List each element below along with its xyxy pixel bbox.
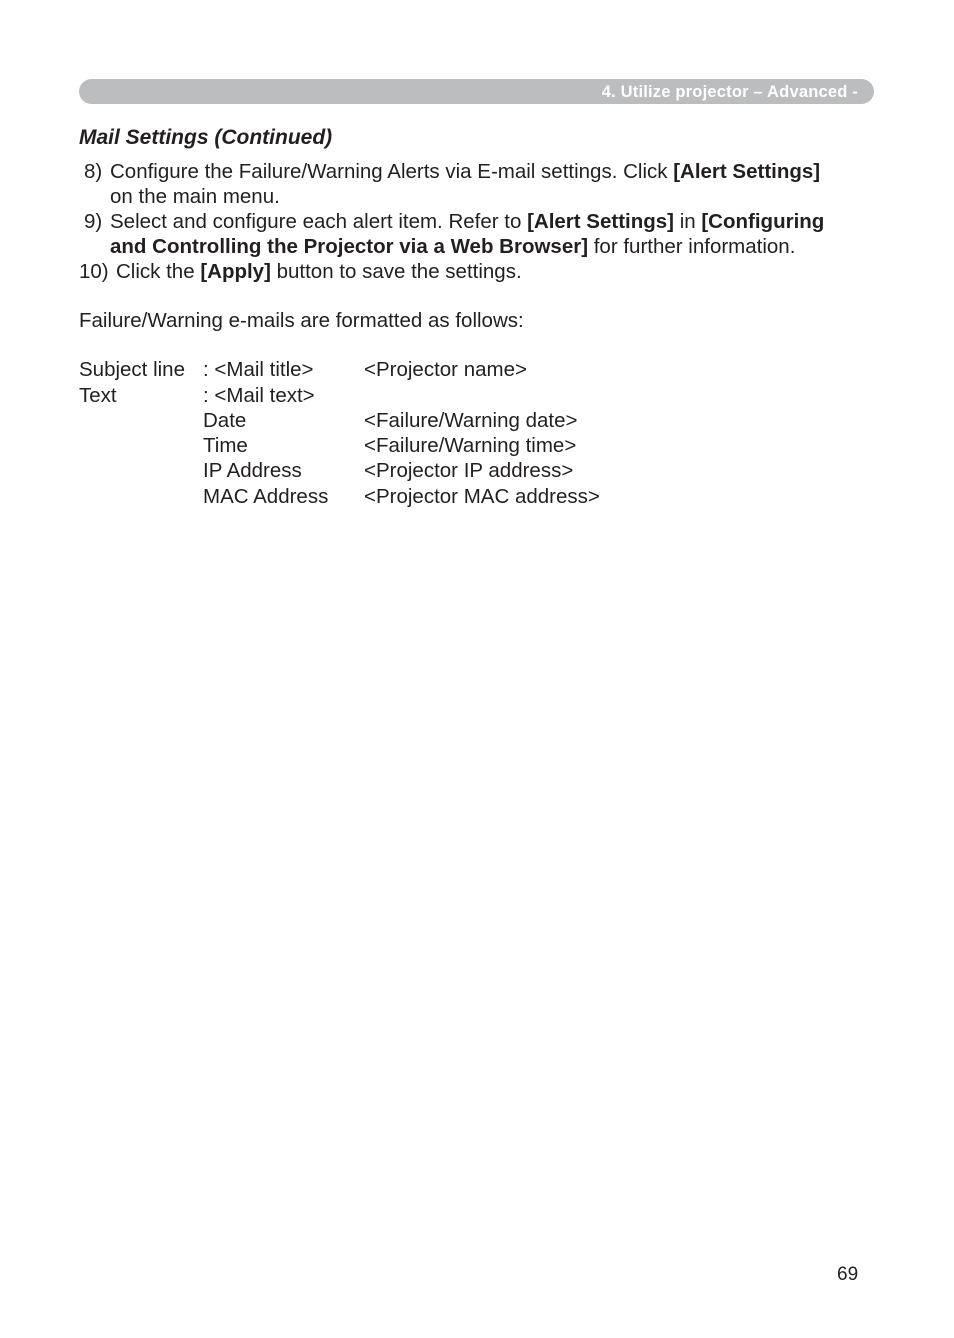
- step-text: Configure the Failure/Warning Alerts via E-mail settings. Click: [110, 160, 674, 183]
- row-value: <Projector IP address>: [364, 459, 574, 482]
- step-text-line: on the main menu.: [110, 185, 280, 208]
- row-field: Date: [203, 409, 247, 432]
- row-value: <Projector MAC address>: [364, 485, 600, 508]
- row-value: <Failure/Warning date>: [364, 409, 578, 432]
- row-field: Time: [203, 434, 248, 457]
- step-text: Select and configure each alert item. Refer to: [110, 210, 528, 233]
- row-label: Subject line: [79, 358, 185, 381]
- row-field: : <Mail text>: [203, 384, 315, 407]
- row-field: MAC Address: [203, 485, 329, 508]
- step-text: in: [674, 210, 702, 233]
- step-number: 8): [84, 160, 103, 183]
- page-number: 69: [837, 1264, 859, 1285]
- button-reference: [Apply]: [200, 260, 271, 283]
- step-number: 10): [79, 260, 109, 283]
- step-text-line: [110, 234, 795, 259]
- step-text: Click the: [116, 260, 201, 283]
- menu-reference: [Alert Settings]: [673, 160, 821, 183]
- row-value: <Projector name>: [364, 358, 527, 381]
- chapter-header-title: 4. Utilize projector – Advanced -: [601, 83, 858, 101]
- step-text-line: [116, 259, 522, 284]
- step-text: for further information.: [588, 235, 796, 258]
- menu-reference: [Alert Settings]: [527, 210, 674, 233]
- section-reference: and Controlling the Projector via a Web Browser]: [110, 235, 589, 258]
- chapter-header-bar: [79, 79, 874, 104]
- step-text: button to save the settings.: [270, 260, 522, 283]
- format-intro: Failure/Warning e-mails are formatted as follows:: [79, 309, 524, 332]
- section-reference: [Configuring: [701, 210, 825, 233]
- step-text-line: [110, 209, 824, 234]
- row-label: Text: [79, 384, 117, 407]
- step-number: 9): [84, 210, 103, 233]
- row-value: <Failure/Warning time>: [364, 434, 577, 457]
- row-field: : <Mail title>: [203, 358, 314, 381]
- section-title: Mail Settings (Continued): [79, 126, 333, 149]
- step-text-line: [110, 159, 820, 184]
- row-field: IP Address: [203, 459, 302, 482]
